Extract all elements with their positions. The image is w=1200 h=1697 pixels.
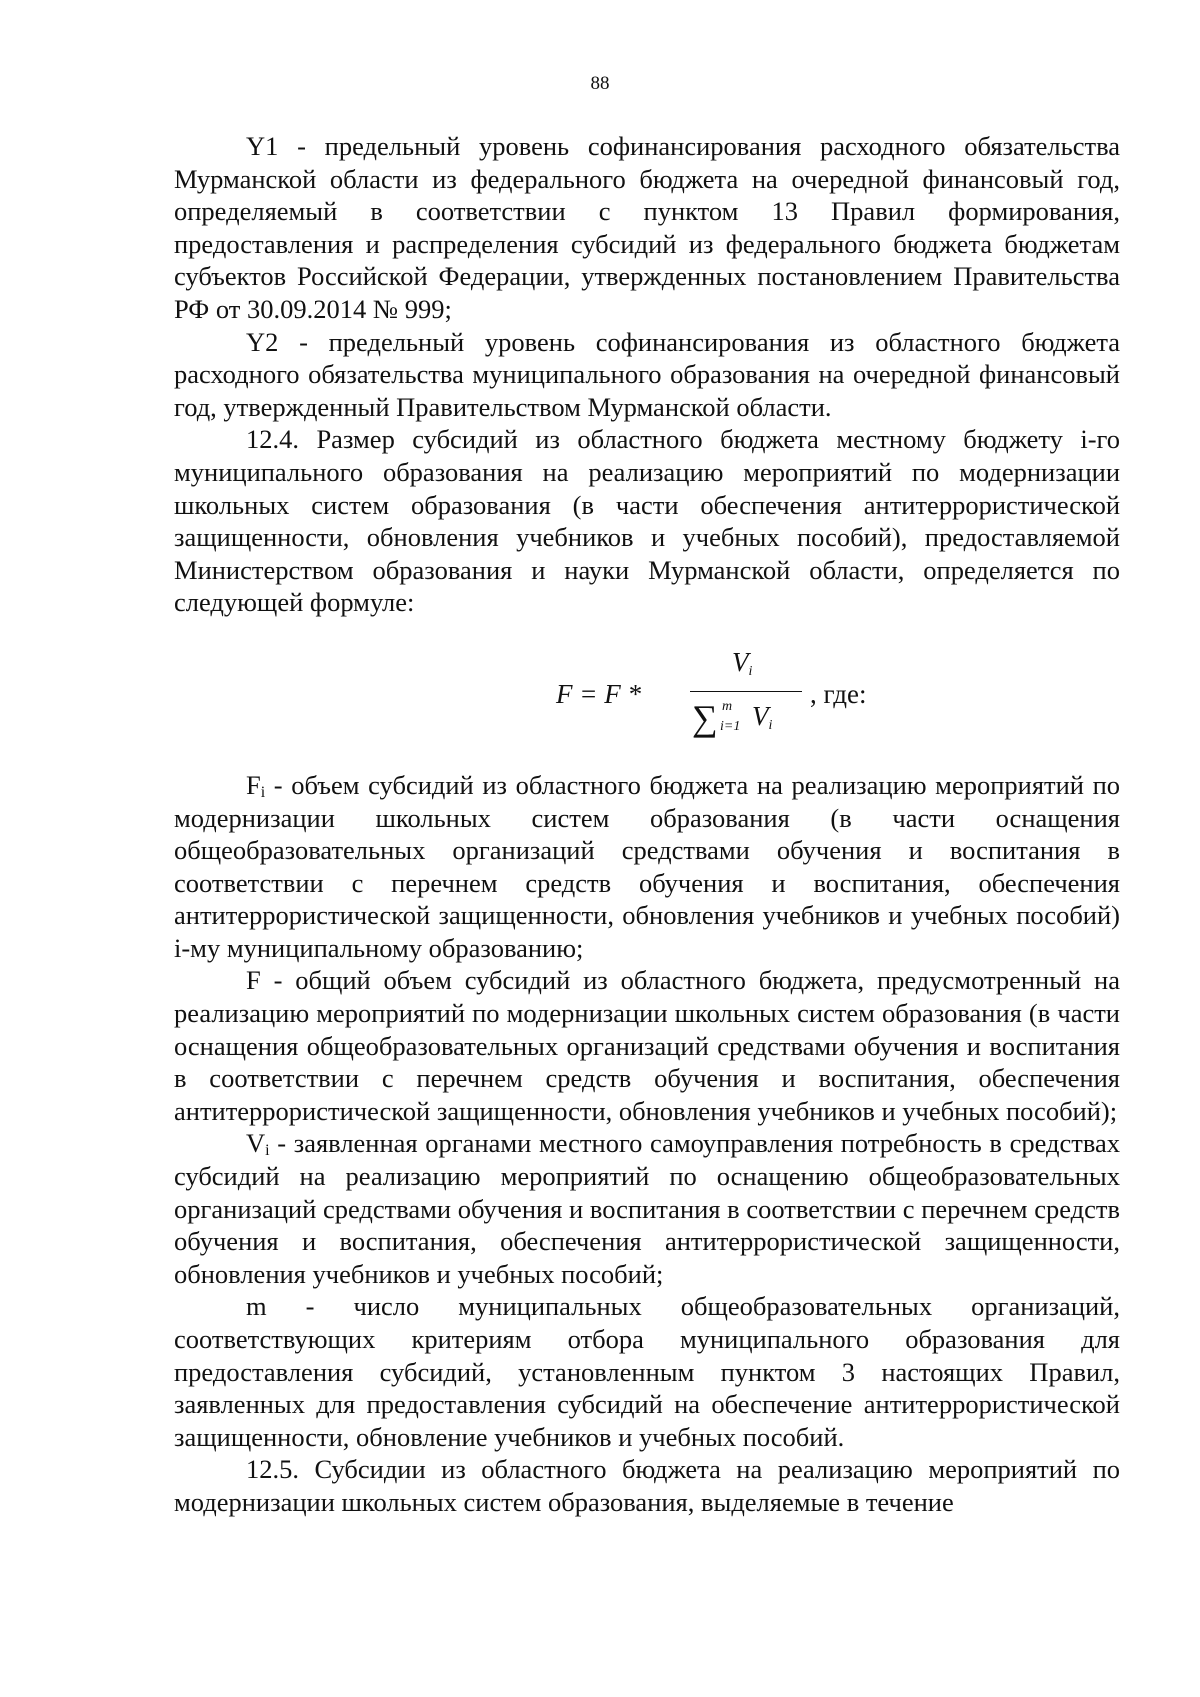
formula-numerator [732,647,752,680]
formula-lhs: F = F * [556,678,641,709]
definition-text: - общий объем субсидий из областного бюджета, предусмотренный на реализацию мероприятий по модернизации школьных систем образования (в части оснащения общеобразовательных организаций средствами обучения и воспитания в соответствии с перечнем средств обучения и воспитания, обеспечения антитеррористической защищенности, обновления учебников и учебных пособий); [174,965,1120,1126]
denominator-var: V [752,700,769,731]
definition-m [174,1290,1120,1453]
page-number: 88 [590,73,610,94]
document-body [174,130,1120,1519]
formula-block [174,623,1120,763]
definition-symbol: F [246,769,261,800]
definition-vi [174,1127,1120,1290]
paragraph-y2: Y2 - предельный уровень софинансирования из областного бюджета расходного обязательства муниципального образования на очередной финансовый год, утвержденный Правительством Мурманской области. [174,326,1120,422]
definition-symbol: V [246,1128,266,1159]
formula-trailing: , где: [810,678,867,709]
paragraph-12-5: 12.5. Субсидии из областного бюджета на реализацию мероприятий по модернизации школьных систем образования, выделяемые в течение [174,1454,1120,1517]
definition-subscript: i [260,783,266,801]
numerator-sub: i [748,663,753,679]
fraction-bar [690,691,802,693]
definition-f [174,964,1120,1127]
subsidy-formula [556,645,867,745]
paragraph-y1: Y1 - предельный уровень софинансирования расходного обязательства Мурманской области из федерального бюджета на очередной финансовый год, определяемый в соответствии с пунктом 13 Правил формирования, предоставления и распределения субсидий из федерального бюджета бюджетам субъектов Российской Федерации, утвержденных постановлением Правительства РФ от 30.09.2014 № 999; [174,131,1120,324]
definition-text: - заявленная органами местного самоуправления потребность в средствах субсидий на реализацию мероприятий по оснащению общеобразовательных организаций средствами обучения и воспитания в соответствии с перечнем средств обучения и воспитания, обеспечения антитеррористической защищенности, обновления учебников и учебных пособий; [174,1128,1120,1289]
denominator-sub: i [768,717,773,733]
definition-text: - число муниципальных общеобразовательных организаций, соответствующих критериям отбора муниципального образования для предоставления субсидий, установленным пунктом 3 настоящих Правил, заявленных для предоставления субсидий на обеспечение антитеррористической защищенности, обновление учебников и учебных пособий. [174,1291,1120,1452]
definition-fi [174,769,1120,965]
definition-symbol: F [246,965,261,996]
definition-subscript: i [265,1142,270,1160]
formula-fraction [686,645,804,745]
paragraph-12-4: 12.4. Размер субсидий из областного бюджета местному бюджету i-го муниципального образования на реализацию мероприятий по модернизации школьных систем образования (в части обеспечения антитеррористической защищенности, обновления учебников и учебных пособий), предоставляемой Министерством образования и науки Мурманской области, определяется по следующей формуле: [174,424,1120,618]
numerator-var: V [732,646,749,677]
definition-text: - объем субсидий из областного бюджета на реализацию мероприятий по модернизации школьных систем образования (в части оснащения общеобразовательных организаций средствами обучения и воспитания в соответствии с перечнем средств обучения и воспитания, обеспечения антитеррористической защищенности, обновления учебников и учебных пособий) i-му муниципальному образованию; [174,769,1120,963]
definition-symbol: m [246,1291,267,1322]
sum-symbol: ∑ [692,697,718,738]
sum-lower-limit: i=1 [720,718,741,734]
denominator-term [752,701,772,734]
sum-upper-limit: m [722,698,733,714]
